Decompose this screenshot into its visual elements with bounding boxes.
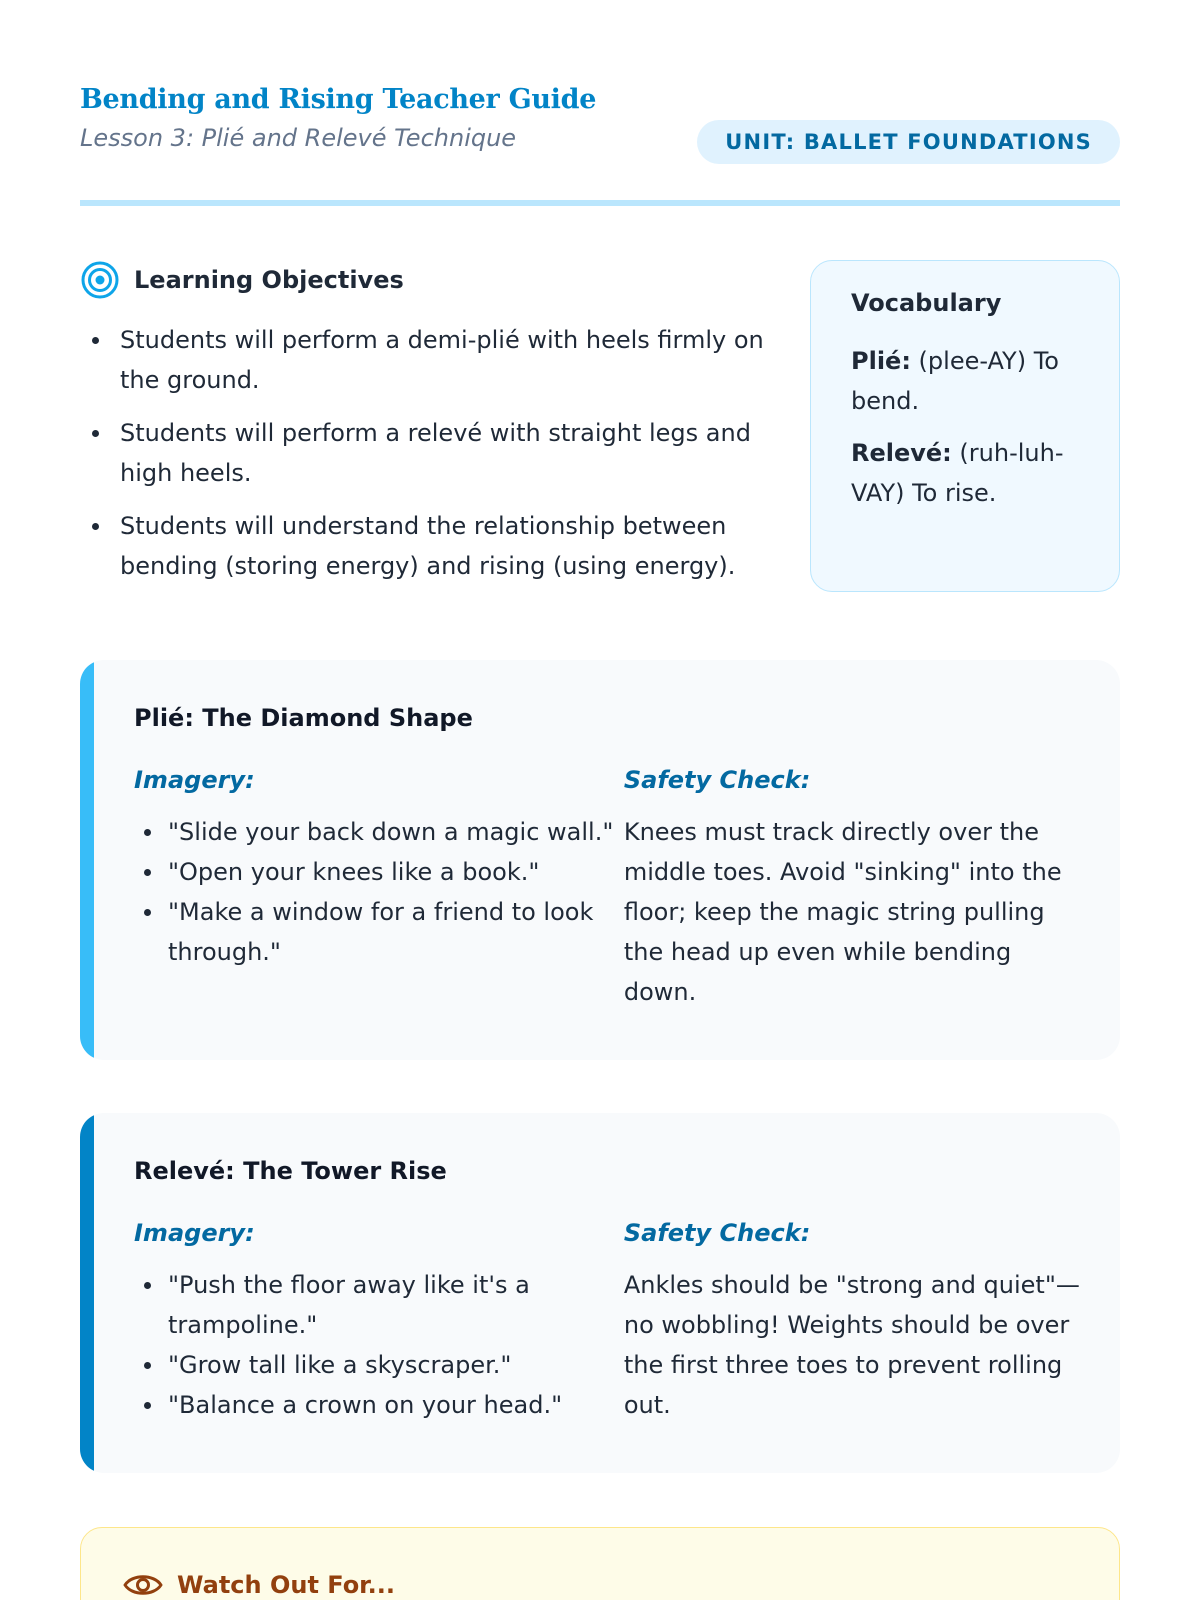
- vocabulary-entry-plie: [851, 341, 1079, 421]
- releve-card: [80, 1113, 1120, 1473]
- safety-text: Ankles should be "strong and quiet"—no wobbling! Weights should be over the first three toes to prevent rolling out.: [623, 1271, 1080, 1419]
- objectives-list: [80, 320, 770, 586]
- imagery-item: "Make a window for a friend to look through.": [168, 892, 624, 972]
- watch-out-heading: Watch Out For...: [177, 1571, 395, 1599]
- imagery-list: [134, 812, 624, 972]
- imagery-item: "Push the floor away like it's a trampoline.": [168, 1265, 624, 1345]
- learning-objectives-section: [80, 258, 770, 599]
- objective-item: Students will perform a demi-plié with heels firmly on the ground.: [120, 320, 770, 400]
- page-header: [80, 0, 1120, 208]
- eye-icon: [123, 1570, 163, 1600]
- imagery-item: "Grow tall like a skyscraper.": [168, 1345, 624, 1385]
- safety-text: Knees must track directly over the middle toes. Avoid "sinking" into the floor; keep the magic string pulling the head up even while bending down.: [623, 818, 1062, 1006]
- imagery-item: "Balance a crown on your head.": [168, 1385, 624, 1425]
- safety-heading: Safety Check:: [623, 766, 811, 794]
- card-accent-bar: [80, 1113, 94, 1473]
- imagery-column: [134, 760, 624, 1012]
- unit-badge: UNIT: BALLET FOUNDATIONS: [697, 120, 1120, 164]
- card-accent-bar: [80, 660, 94, 1060]
- card-title: Relevé: The Tower Rise: [134, 1157, 447, 1185]
- imagery-list: [134, 1265, 624, 1425]
- imagery-column: [134, 1213, 624, 1425]
- vocabulary-definition: (ruh-luh-VAY) To rise.: [851, 439, 1064, 507]
- imagery-heading: Imagery:: [134, 1219, 255, 1247]
- plie-card: [80, 660, 1120, 1060]
- safety-column: [624, 760, 1080, 1012]
- target-icon: [80, 260, 120, 300]
- objectives-heading-row: [80, 258, 770, 302]
- vocabulary-term: Relevé:: [851, 439, 952, 467]
- header-divider: [80, 200, 1120, 206]
- vocabulary-entry-releve: [851, 433, 1079, 513]
- objective-item: Students will perform a relevé with straight legs and high heels.: [120, 413, 770, 493]
- vocabulary-box: [810, 260, 1120, 592]
- card-columns: [134, 760, 1080, 1012]
- safety-column: [624, 1213, 1080, 1425]
- watch-out-box: [80, 1527, 1120, 1600]
- lesson-subtitle: Lesson 3: Plié and Relevé Technique: [80, 124, 517, 152]
- vocabulary-definition: (plee-AY) To bend.: [851, 347, 1059, 415]
- card-title: Plié: The Diamond Shape: [134, 704, 473, 732]
- vocabulary-term: Plié:: [851, 347, 911, 375]
- objectives-heading: Learning Objectives: [134, 266, 404, 294]
- safety-heading: Safety Check:: [623, 1219, 811, 1247]
- card-columns: [134, 1213, 1080, 1425]
- teacher-guide-page: [80, 0, 1120, 1599]
- imagery-heading: Imagery:: [134, 766, 255, 794]
- vocabulary-title: Vocabulary: [851, 289, 1002, 317]
- page-title: Bending and Rising Teacher Guide: [80, 84, 597, 115]
- imagery-item: "Open your knees like a book.": [168, 852, 624, 892]
- imagery-item: "Slide your back down a magic wall.": [168, 812, 624, 852]
- objective-item: Students will understand the relationship between bending (storing energy) and rising (using energy).: [120, 506, 770, 586]
- watch-out-heading-row: [123, 1570, 1119, 1600]
